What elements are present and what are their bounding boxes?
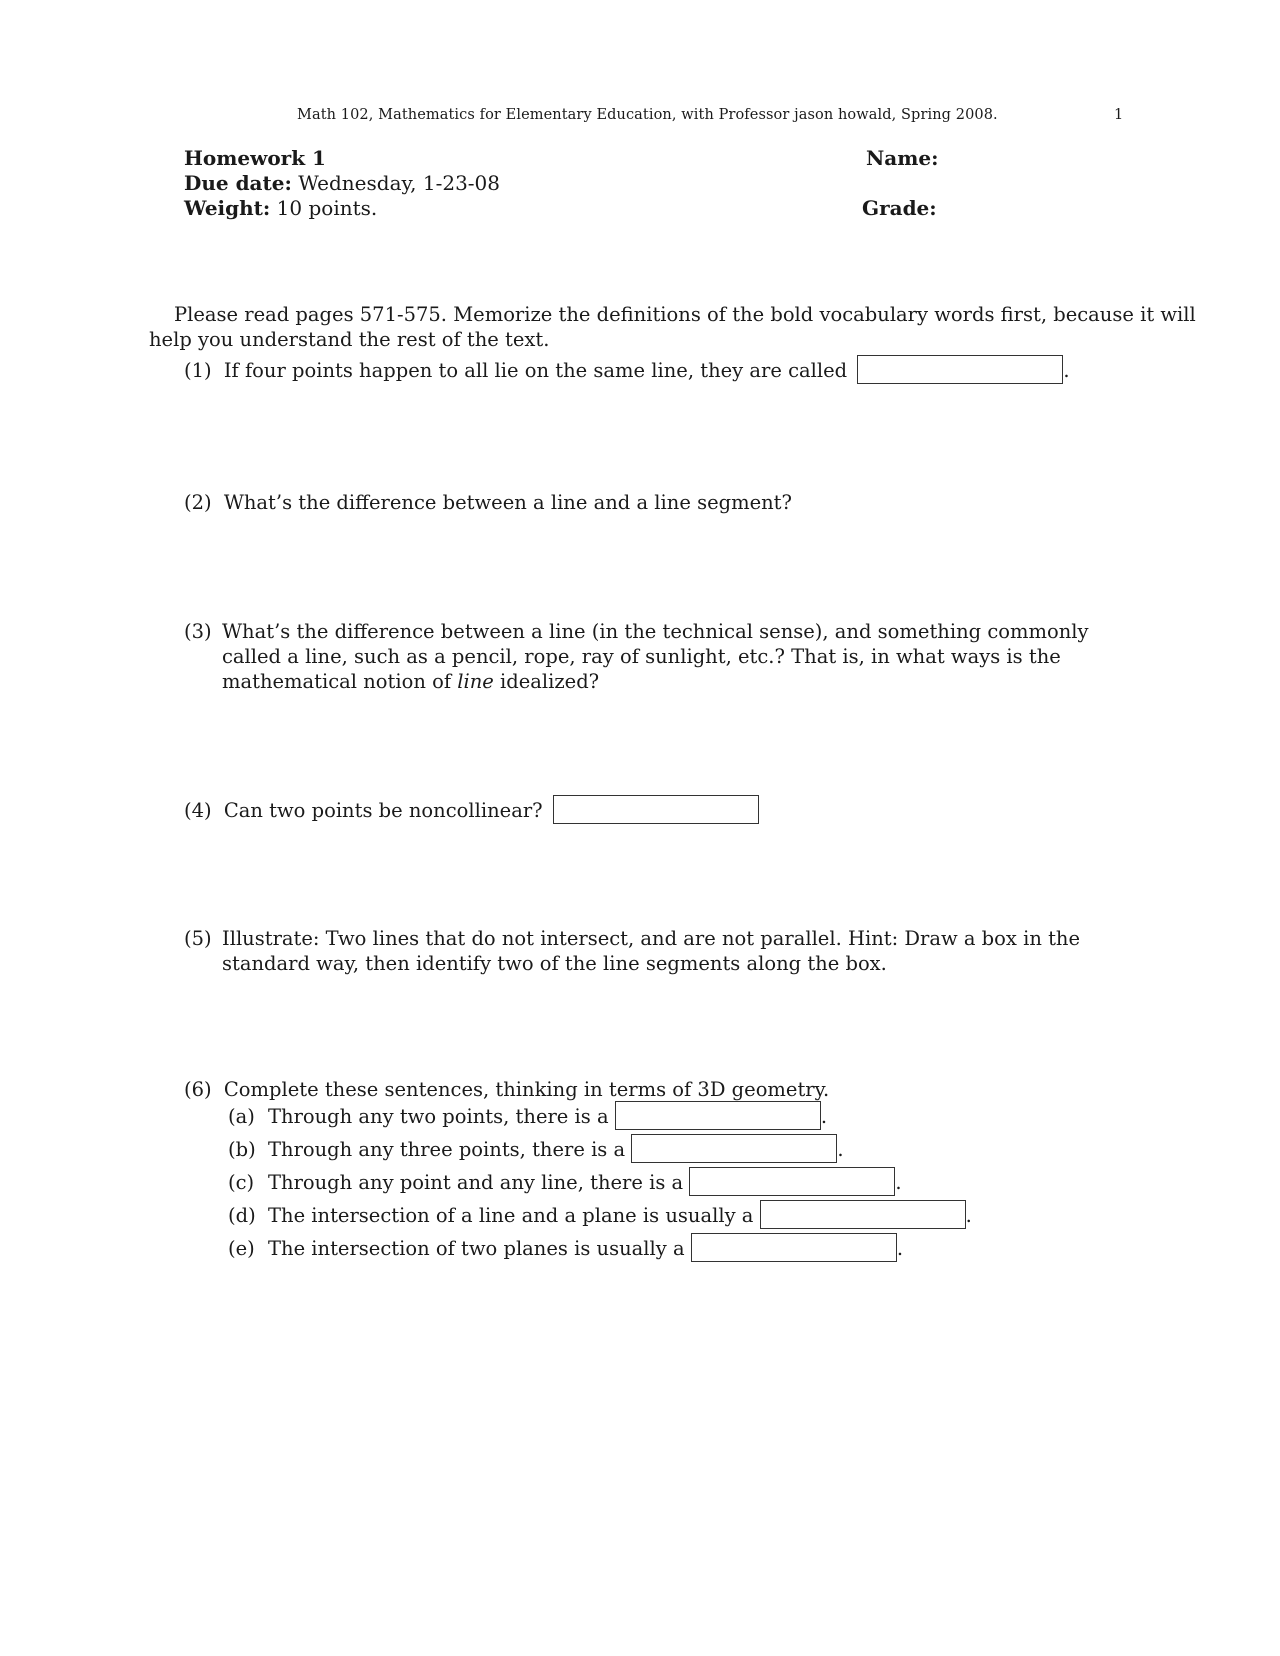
period: . bbox=[965, 1204, 972, 1227]
question-6-text: Complete these sentences, thinking in terms of 3D geometry. bbox=[223, 1078, 830, 1101]
part-b-text: Through any three points, there is a bbox=[268, 1138, 626, 1161]
period: . bbox=[895, 1171, 902, 1194]
period: . bbox=[1063, 359, 1070, 382]
question-1-number: (1) bbox=[184, 359, 212, 382]
part-c-label: (c) bbox=[228, 1171, 255, 1194]
intro-line-1: Please read pages 571-575. Memorize the definitions of the bold vocabulary words first, because it will bbox=[174, 303, 1196, 326]
question-2-text: What’s the difference between a line and a line segment? bbox=[223, 491, 792, 514]
part-e-text: The intersection of two planes is usually a bbox=[268, 1237, 685, 1260]
running-head: Math 102, Mathematics for Elementary Education, with Professor jason howald, Spring 2008. bbox=[297, 107, 998, 123]
question-6 bbox=[184, 1077, 829, 1102]
question-4-number: (4) bbox=[184, 799, 212, 822]
question-3-text: What’s the difference between a line (in the technical sense), and something commonly called a line, such as a pencil, rope, ray of sunlight, etc.? That is, in what ways is the mathematical notion of line idealized? bbox=[222, 620, 1089, 693]
period: . bbox=[820, 1105, 828, 1128]
question-1-text: If four points happen to all lie on the same line, they are called bbox=[223, 359, 848, 382]
intro-line-2: help you understand the rest of the text. bbox=[149, 328, 550, 351]
question-1 bbox=[184, 357, 1070, 386]
homework-title: Homework 1 bbox=[184, 146, 326, 170]
answer-box-6a[interactable] bbox=[615, 1101, 821, 1130]
question-6d bbox=[228, 1202, 972, 1231]
answer-box-4[interactable] bbox=[553, 795, 759, 824]
question-2-number: (2) bbox=[184, 491, 212, 514]
question-4-text: Can two points be noncollinear? bbox=[223, 799, 543, 822]
weight bbox=[184, 196, 377, 220]
answer-box-1[interactable] bbox=[857, 355, 1063, 384]
part-d-text: The intersection of a line and a plane is usually a bbox=[268, 1204, 754, 1227]
question-6a bbox=[228, 1103, 827, 1132]
part-b-label: (b) bbox=[228, 1138, 256, 1161]
question-6e bbox=[228, 1235, 903, 1264]
due-date bbox=[184, 171, 500, 195]
due-date-label: Due date: bbox=[184, 171, 292, 195]
weight-value: 10 points. bbox=[270, 196, 378, 220]
page-number: 1 bbox=[1114, 107, 1124, 123]
grade-label: Grade: bbox=[862, 196, 937, 220]
part-a-text: Through any two points, there is a bbox=[268, 1105, 609, 1128]
question-2 bbox=[184, 490, 792, 515]
due-date-value: Wednesday, 1-23-08 bbox=[291, 171, 500, 195]
question-6c bbox=[228, 1169, 902, 1198]
question-6b bbox=[228, 1136, 844, 1165]
question-4 bbox=[184, 797, 759, 826]
period: . bbox=[837, 1138, 844, 1161]
answer-box-6e[interactable] bbox=[691, 1233, 897, 1262]
question-5-text: Illustrate: Two lines that do not intersect, and are not parallel. Hint: Draw a box in the standard way, then identify two of the line segments along the box. bbox=[222, 927, 1081, 975]
answer-box-6c[interactable] bbox=[689, 1167, 895, 1196]
weight-label: Weight: bbox=[184, 196, 271, 220]
part-a-label: (a) bbox=[228, 1105, 255, 1128]
part-e-label: (e) bbox=[228, 1237, 255, 1260]
answer-box-6d[interactable] bbox=[760, 1200, 966, 1229]
question-3-number: (3) bbox=[184, 620, 212, 643]
question-5-number: (5) bbox=[184, 927, 212, 950]
answer-box-6b[interactable] bbox=[631, 1134, 837, 1163]
part-c-text: Through any point and any line, there is a bbox=[268, 1171, 684, 1194]
name-label: Name: bbox=[866, 146, 939, 170]
question-3-emphasis: line bbox=[457, 670, 494, 693]
part-d-label: (d) bbox=[228, 1204, 256, 1227]
period: . bbox=[896, 1237, 904, 1260]
question-6-number: (6) bbox=[184, 1078, 212, 1101]
